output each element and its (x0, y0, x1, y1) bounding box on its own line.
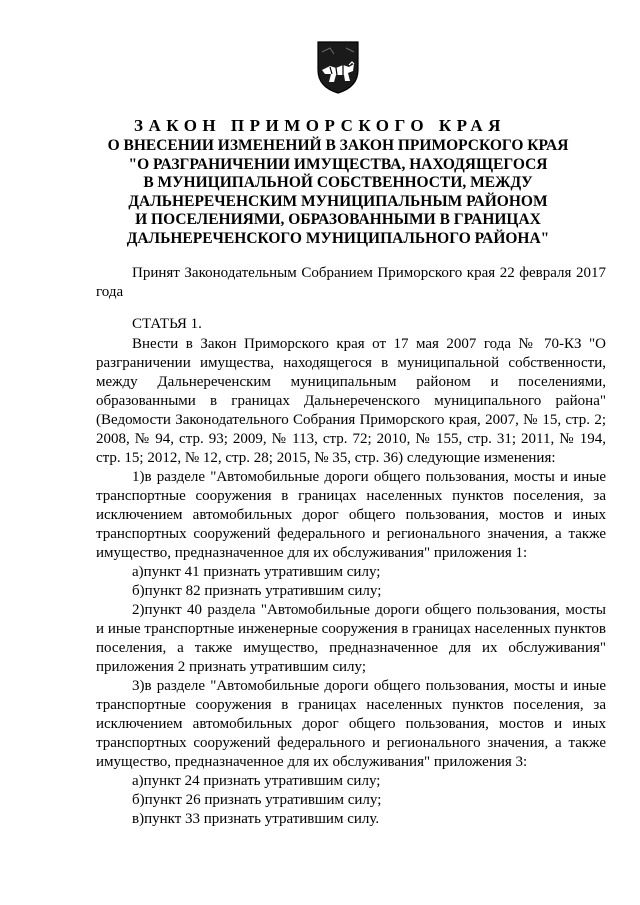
article-body (96, 335, 606, 829)
coat-of-arms-icon (316, 40, 360, 95)
subtitle-line: "О РАЗГРАНИЧЕНИИ ИМУЩЕСТВА, НАХОДЯЩЕГОСЯ (128, 155, 548, 173)
amendment-item: 2)пункт 40 раздела "Автомобильные дороги общего пользования, мосты и иные транспортные инженерные сооружения в границах населенных пунктов поселения, а также имущество, предназначенное для их обслуживания" приложения 2 признать утратившим силу; (96, 602, 606, 675)
subtitle-line: ДАЛЬНЕРЕЧЕНСКИМ МУНИЦИПАЛЬНЫМ РАЙОНОМ (128, 192, 548, 210)
amendment-item: 1)в разделе "Автомобильные дороги общего пользования, мосты и иные транспортные сооружения в границах населенных пунктов поселения, за исключением автомобильных дорог общего пользования, мостов и иных транспортных сооружений федерального и регионального значения, а также имущество, предназначенное для их обслуживания" приложения 1: (96, 469, 606, 561)
article-heading: СТАТЬЯ 1. (132, 316, 202, 332)
amendment-subitem: б)пункт 26 признать утратившим силу; (132, 792, 382, 808)
article-paragraph: Внести в Закон Приморского края от 17 мая 2007 года № 70-КЗ "О разграничении имущества, находящегося в муниципальной собственности, между Дальнереченским муниципальным районом и поселениями, образованными в границах Дальнереченского муниципального района" (Ведомости Законодательного Собрания Приморского края, 2007, № 15, стр. 2; 2008, № 94, стр. 93; 2009, № 113, стр. 72; 2010, № 155, стр. 31; 2011, № 194, стр. 15; 2012, № 12, стр. 28; 2015, № 35, стр. 36) следующие изменения: (96, 336, 606, 466)
law-subtitle (100, 137, 576, 249)
amendment-subitem: в)пункт 33 признать утратившим силу. (132, 811, 380, 827)
amendment-subitem: б)пункт 82 признать утратившим силу; (132, 583, 382, 599)
amendment-subitem: а)пункт 24 признать утратившим силу; (132, 773, 381, 789)
amendment-subitem: а)пункт 41 признать утратившим силу; (132, 564, 381, 580)
subtitle-line: И ПОСЕЛЕНИЯМИ, ОБРАЗОВАННЫМИ В ГРАНИЦАХ (135, 211, 541, 229)
law-title: ЗАКОН ПРИМОРСКОГО КРАЯ (134, 116, 506, 135)
adoption-note: Принят Законодательным Собранием Приморского края 22 февраля 2017 года (96, 265, 606, 300)
subtitle-line: В МУНИЦИПАЛЬНОЙ СОБСТВЕННОСТИ, МЕЖДУ (143, 174, 533, 192)
subtitle-line: О ВНЕСЕНИИ ИЗМЕНЕНИЙ В ЗАКОН ПРИМОРСКОГО КРАЯ (107, 137, 569, 154)
subtitle-line: ДАЛЬНЕРЕЧЕНСКОГО МУНИЦИПАЛЬНОГО РАЙОНА" (126, 229, 550, 247)
amendment-item: 3)в разделе "Автомобильные дороги общего пользования, мосты и иные транспортные сооружения в границах населенных пунктов поселения, за исключением автомобильных дорог общего пользования, мостов и иных транспортных сооружений федерального и регионального значения, а также имущество, предназначенное для их обслуживания" приложения 3: (96, 678, 606, 770)
